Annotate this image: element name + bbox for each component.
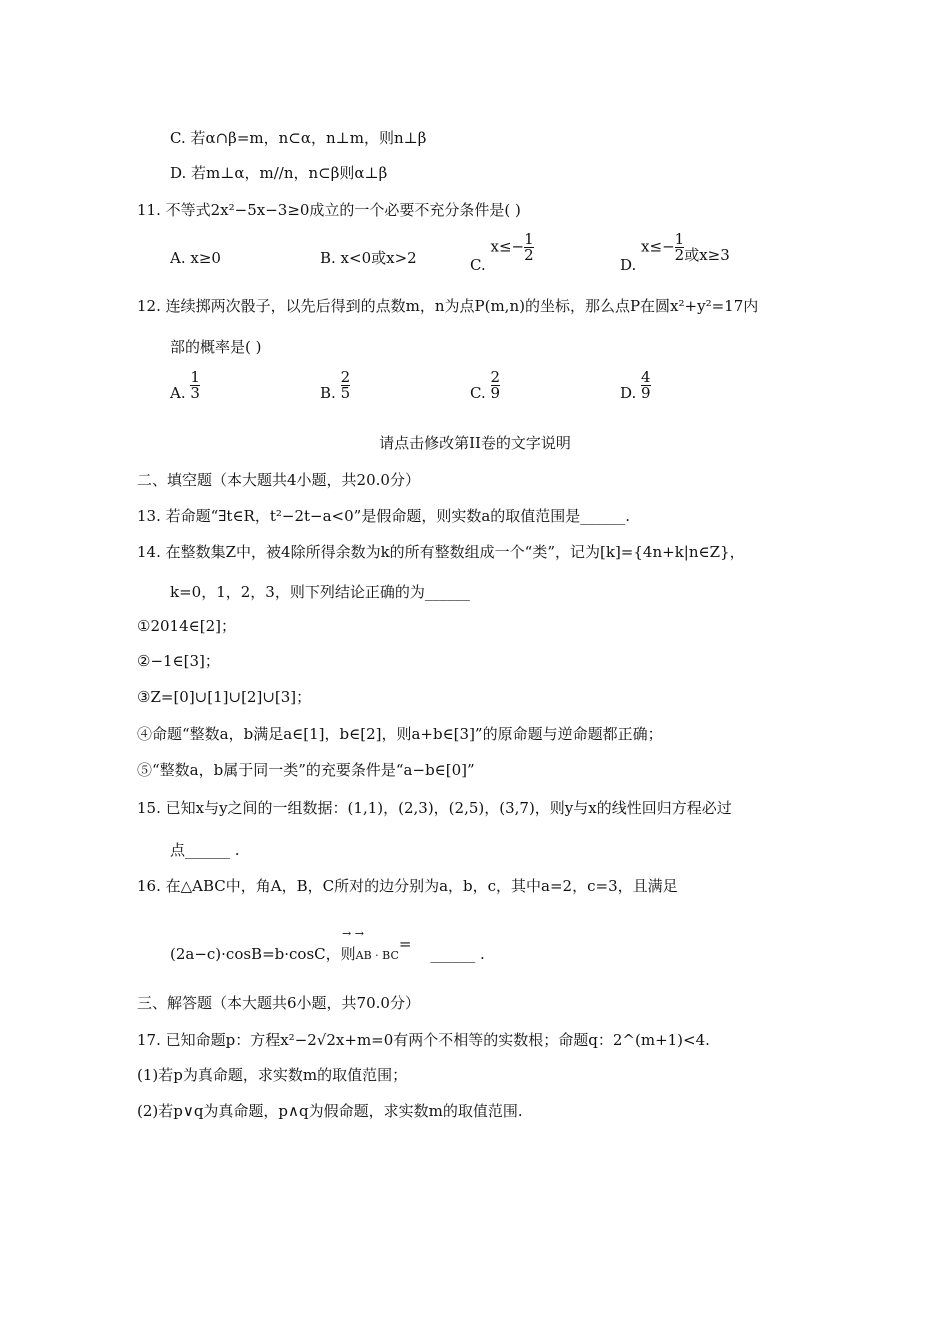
q12-b-den: 5	[340, 384, 351, 402]
section-3-heading: 三、解答题（本大题共6小题，共70.0分）	[137, 994, 420, 1012]
question-16: 16. 在△ABC中，角A，B，C所对的边分别为a，b，c，其中a=2，c=3，且满足	[137, 877, 678, 895]
q12-b-num: 2	[340, 368, 351, 386]
q11-c-pre: x≤−	[490, 237, 525, 256]
q12-option-b	[320, 370, 350, 401]
q12-option-a	[170, 370, 200, 401]
q12-option-c	[470, 370, 500, 401]
q11-option-c	[470, 230, 534, 274]
q11-c-label: C.	[470, 255, 486, 274]
q12-a-den: 3	[190, 384, 200, 402]
q11-c-fraction	[524, 232, 534, 263]
q12-b-fraction	[341, 370, 351, 401]
question-11: 11. 不等式2x²−5x−3≥0成立的一个必要不充分条件是( )	[137, 201, 521, 219]
q12-d-fraction	[641, 370, 651, 401]
question-14: 14. 在整数集Z中，被4除所得余数为k的所有整数组成一个“类”，记为[k]={4n+k|n∈Z}，	[137, 543, 745, 561]
q12-d-den: 9	[641, 384, 651, 402]
question-12-cont: 部的概率是( )	[170, 338, 262, 356]
q11-option-a: A. x≥0	[170, 249, 221, 267]
question-15-cont: 点______ .	[170, 841, 240, 859]
statement-3: ③Z=[0]∪[1]∪[2]∪[3]；	[137, 688, 312, 706]
section-2-note: 请点击修改第II卷的文字说明	[379, 434, 571, 452]
q12-c-den: 9	[490, 384, 501, 402]
q11-d-pre: x≤−	[641, 237, 675, 256]
question-17-part-1: (1)若p为真命题，求实数m的取值范围；	[137, 1066, 408, 1084]
q11-c-num: 1	[524, 230, 534, 248]
q16-condition: (2a−c)·cosB=b·cosC，则	[170, 945, 356, 963]
q12-a-num: 1	[190, 368, 200, 386]
q11-d-post: 或x≥3	[684, 245, 730, 264]
question-15: 15. 已知x与y之间的一组数据：(1,1)，(2,3)，(2,5)，(3,7)，则y与x的线性回归方程必过	[137, 799, 732, 817]
q11-c-den: 2	[524, 246, 534, 264]
q12-option-d	[620, 370, 651, 401]
q16-equals: =	[398, 935, 412, 953]
option-c-q10: C. 若α∩β=m，n⊂α，n⊥m，则n⊥β	[170, 129, 427, 147]
q11-d-fraction	[675, 232, 685, 263]
q12-d-label: D.	[620, 383, 637, 402]
q11-d-num: 1	[674, 230, 685, 248]
question-14-cont: k=0，1，2，3，则下列结论正确的为______	[170, 583, 470, 601]
question-13: 13. 若命题“∃t∈R，t²−2t−a<0”是假命题，则实数a的取值范围是______.	[137, 507, 631, 525]
q16-vector-arrows: → →	[342, 927, 364, 940]
section-2-heading: 二、填空题（本大题共4小题，共20.0分）	[137, 471, 420, 489]
statement-2: ②−1∈[3]；	[137, 652, 220, 670]
statement-4: ④命题“整数a，b满足a∈[1]，b∈[2]，则a+b∈[3]”的原命题与逆命题都正确；	[137, 725, 663, 743]
statement-1: ①2014∈[2]；	[137, 617, 236, 635]
q12-a-label: A.	[170, 383, 186, 402]
question-16-cont	[170, 935, 485, 966]
question-17-part-2: (2)若p∨q为真命题，p∧q为假命题，求实数m的取值范围.	[137, 1102, 523, 1120]
question-17: 17. 已知命题p：方程x²−2√2x+m=0有两个不相等的实数根；命题q：2^(m+1)<4.	[137, 1031, 710, 1049]
q12-b-label: B.	[320, 383, 336, 402]
q11-option-b: B. x<0或x>2	[320, 249, 417, 267]
q12-d-num: 4	[641, 368, 651, 386]
q12-c-num: 2	[490, 368, 501, 386]
question-12: 12. 连续掷两次骰子，以先后得到的点数m，n为点P(m,n)的坐标，那么点P在圆x²+y²=17内	[137, 297, 759, 315]
q12-c-fraction	[491, 370, 501, 401]
option-d-q10: D. 若m⊥α，m//n，n⊂β则α⊥β	[170, 164, 388, 182]
q11-d-label: D.	[620, 255, 637, 274]
statement-5: ⑤“整数a，b属于同一类”的充要条件是“a−b∈[0]”	[137, 761, 475, 779]
q12-c-label: C.	[470, 383, 486, 402]
q12-a-fraction	[190, 370, 200, 401]
q16-vector-product: AB · BC	[355, 949, 399, 962]
q16-blank: ______ .	[430, 945, 485, 963]
q11-option-d	[620, 230, 730, 274]
q11-d-den: 2	[674, 246, 685, 264]
